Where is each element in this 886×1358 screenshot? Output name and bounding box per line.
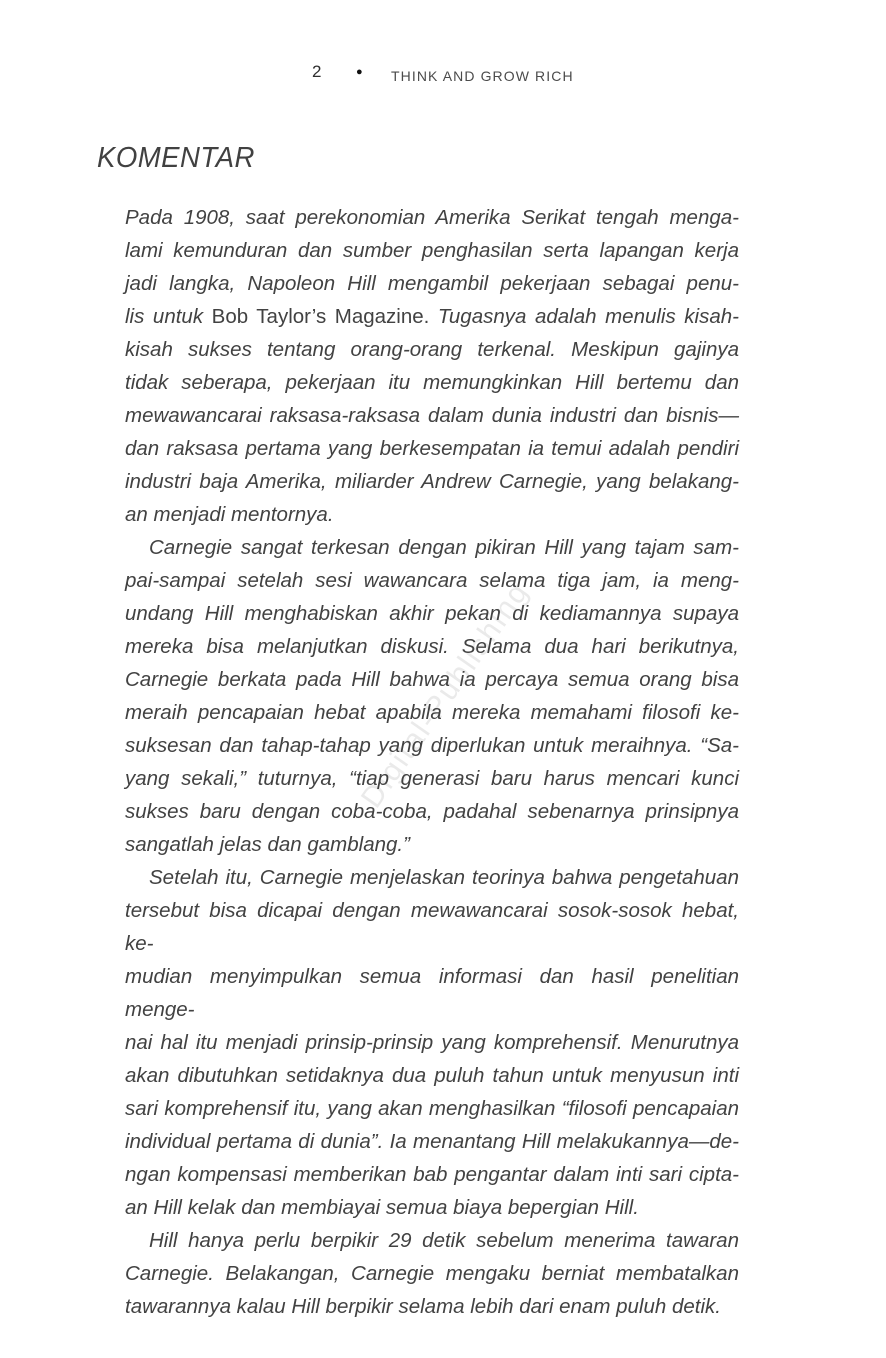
italic-text-run: Hill hanya perlu berpikir 29 detik sebelum menerima tawaran bbox=[149, 1229, 739, 1252]
text-line bbox=[125, 201, 739, 234]
italic-text-run: ngan kompensasi memberikan bab pengantar dalam inti sari cipta- bbox=[125, 1163, 739, 1186]
italic-text-run: mereka bisa melanjutkan diskusi. Selama dua hari berikutnya, bbox=[125, 635, 739, 658]
watermark: Digital-Publishing bbox=[355, 575, 536, 814]
italic-text-run: nai hal itu menjadi prinsip-prinsip yang komprehensif. Menurutnya bbox=[125, 1031, 739, 1054]
text-line bbox=[125, 861, 739, 894]
text-line bbox=[125, 894, 739, 960]
italic-text-run: Tugasnya adalah menulis kisah- bbox=[437, 305, 739, 328]
text-line bbox=[125, 1257, 739, 1290]
text-line bbox=[125, 1125, 739, 1158]
text-line bbox=[125, 729, 739, 762]
text-line bbox=[125, 1092, 739, 1125]
text-line bbox=[125, 333, 739, 366]
text-line bbox=[125, 828, 739, 861]
page-header bbox=[0, 0, 886, 100]
italic-text-run: mewawancarai raksasa-raksasa dalam dunia industri dan bisnis— bbox=[125, 404, 739, 427]
body-paragraphs bbox=[125, 201, 739, 1323]
text-line bbox=[125, 795, 739, 828]
page-number: 2 bbox=[312, 62, 322, 81]
running-head-title: THINK AND GROW RICH bbox=[391, 68, 574, 84]
italic-text-run: an menjadi mentornya. bbox=[125, 503, 334, 526]
italic-text-run: sangatlah jelas dan gamblang.” bbox=[125, 833, 410, 856]
roman-text-run: Bob Taylor’s Magazine. bbox=[211, 305, 438, 328]
text-line bbox=[125, 1224, 739, 1257]
text-line bbox=[125, 663, 739, 696]
italic-text-run: pai-sampai setelah sesi wawancara selama tiga jam, ia meng- bbox=[125, 569, 739, 592]
italic-text-run: Carnegie sangat terkesan dengan pikiran Hill yang tajam sam- bbox=[149, 536, 739, 559]
text-line bbox=[125, 1059, 739, 1092]
paragraph bbox=[125, 861, 739, 1224]
italic-text-run: an Hill kelak dan membiayai semua biaya bepergian Hill. bbox=[125, 1196, 639, 1219]
text-line bbox=[125, 366, 739, 399]
text-line bbox=[125, 234, 739, 267]
italic-text-run: sari komprehensif itu, yang akan menghasilkan “filosofi pencapaian bbox=[125, 1097, 739, 1120]
italic-text-run: Carnegie berkata pada Hill bahwa ia percaya semua orang bisa bbox=[125, 668, 739, 691]
bullet-separator-icon: ● bbox=[356, 66, 363, 78]
text-line bbox=[125, 465, 739, 498]
italic-text-run: yang sekali,” tuturnya, “tiap generasi baru harus mencari kunci bbox=[125, 767, 739, 790]
italic-text-run: tawarannya kalau Hill berpikir selama lebih dari enam puluh detik. bbox=[125, 1295, 721, 1318]
italic-text-run: sukses baru dengan coba-coba, padahal sebenarnya prinsipnya bbox=[125, 800, 739, 823]
italic-text-run: lami kemunduran dan sumber penghasilan serta lapangan kerja bbox=[125, 239, 739, 262]
italic-text-run: tersebut bisa dicapai dengan mewawancarai sosok-sosok hebat, ke- bbox=[125, 899, 739, 955]
text-line bbox=[125, 531, 739, 564]
italic-text-run: Setelah itu, Carnegie menjelaskan teorinya bahwa pengetahuan bbox=[149, 866, 739, 889]
text-line bbox=[125, 300, 739, 333]
text-line bbox=[125, 762, 739, 795]
text-line bbox=[125, 498, 739, 531]
italic-text-run: individual pertama di dunia”. Ia menantang Hill melakukannya—de- bbox=[125, 1130, 739, 1153]
text-line bbox=[125, 267, 739, 300]
italic-text-run: industri baja Amerika, miliarder Andrew Carnegie, yang belakang- bbox=[125, 470, 739, 493]
text-line bbox=[125, 1158, 739, 1191]
italic-text-run: Pada 1908, saat perekonomian Amerika Serikat tengah menga- bbox=[125, 206, 739, 229]
italic-text-run: undang Hill menghabiskan akhir pekan di kediamannya supaya bbox=[125, 602, 739, 625]
italic-text-run: mudian menyimpulkan semua informasi dan hasil penelitian menge- bbox=[125, 965, 739, 1021]
text-line bbox=[125, 696, 739, 729]
text-line bbox=[125, 960, 739, 1026]
text-line bbox=[125, 432, 739, 465]
text-line bbox=[125, 1026, 739, 1059]
italic-text-run: meraih pencapaian hebat apabila mereka memahami filosofi ke- bbox=[125, 701, 739, 724]
section-heading: KOMENTAR bbox=[97, 142, 255, 174]
text-line bbox=[125, 597, 739, 630]
italic-text-run: kisah sukses tentang orang-orang terkenal. Meskipun gajinya bbox=[125, 338, 739, 361]
text-line bbox=[125, 1191, 739, 1224]
italic-text-run: Carnegie. Belakangan, Carnegie mengaku berniat membatalkan bbox=[125, 1262, 739, 1285]
paragraph bbox=[125, 1224, 739, 1323]
italic-text-run: akan dibutuhkan setidaknya dua puluh tahun untuk menyusun inti bbox=[125, 1064, 739, 1087]
italic-text-run: jadi langka, Napoleon Hill mengambil pekerjaan sebagai penu- bbox=[125, 272, 739, 295]
paragraph bbox=[125, 201, 739, 531]
text-line bbox=[125, 564, 739, 597]
italic-text-run: lis untuk bbox=[125, 305, 212, 328]
italic-text-run: suksesan dan tahap-tahap yang diperlukan untuk meraihnya. “Sa- bbox=[125, 734, 739, 757]
italic-text-run: tidak seberapa, pekerjaan itu memungkinkan Hill bertemu dan bbox=[125, 371, 739, 394]
italic-text-run: dan raksasa pertama yang berkesempatan ia temui adalah pendiri bbox=[125, 437, 739, 460]
paragraph bbox=[125, 531, 739, 861]
text-line bbox=[125, 1290, 739, 1323]
text-line bbox=[125, 630, 739, 663]
text-line bbox=[125, 399, 739, 432]
